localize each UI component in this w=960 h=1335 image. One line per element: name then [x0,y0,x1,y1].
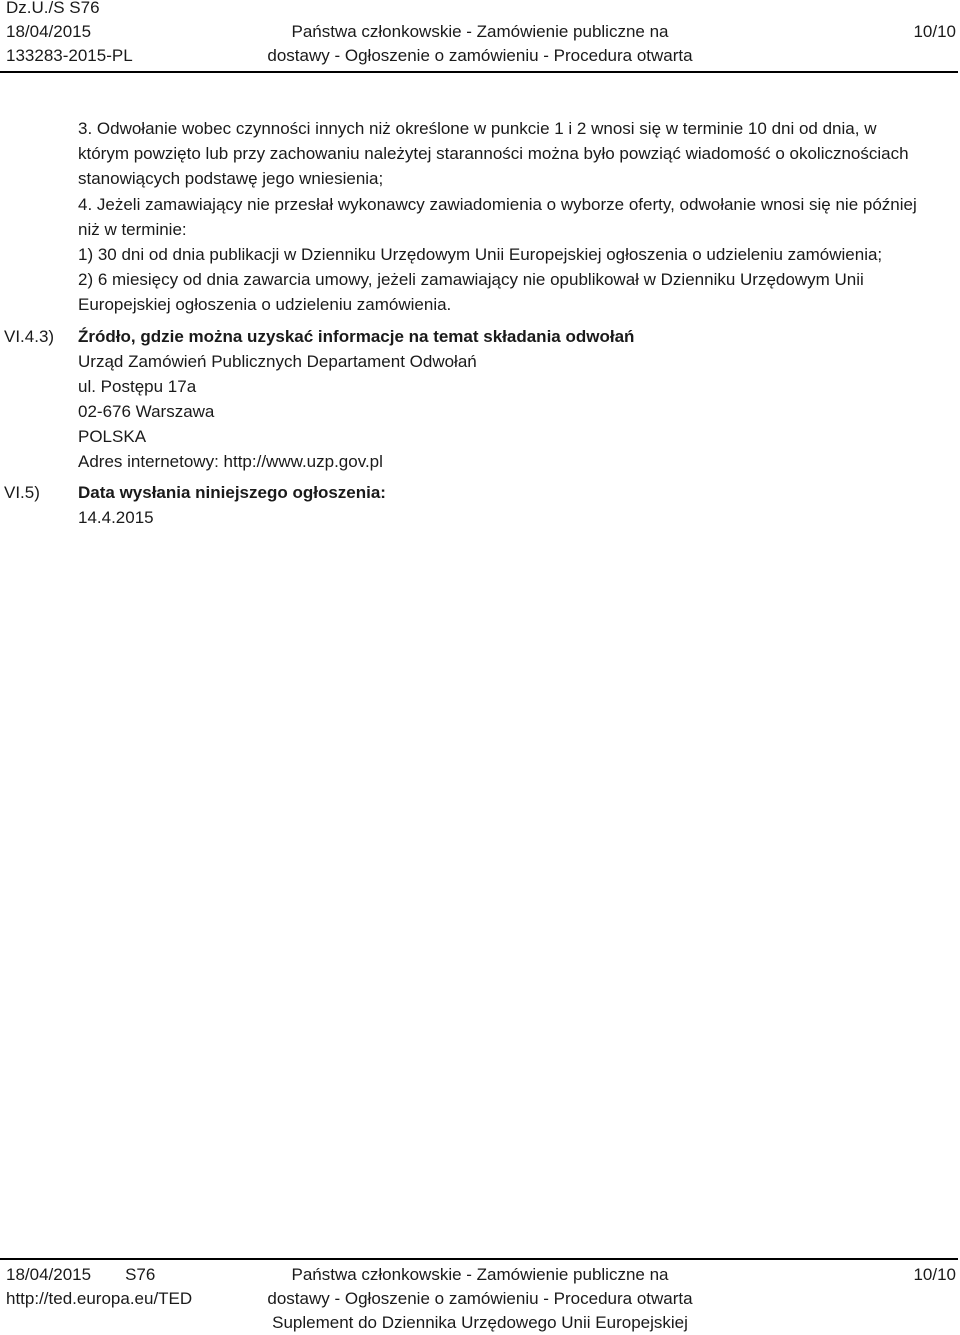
paragraph-4-line: 1) 30 dni od dnia publikacji w Dzienniku Urzędowym Unii Europejskiej ogłoszenia o udzieleniu zamówienia; [78,245,883,264]
web-address-link[interactable]: http://www.uzp.gov.pl [223,452,383,471]
footer-page-number: 10/10 [913,1265,956,1284]
page-footer [0,1258,960,1334]
notice-id: 133283-2015-PL [6,46,133,65]
header-page-number: 10/10 [913,22,956,41]
footer-url: http://ted.europa.eu/TED [6,1289,193,1308]
footer-divider [0,1258,958,1260]
paragraph-4 [78,192,956,317]
street-address: ul. Postępu 17a [78,377,197,396]
header-title [0,20,960,68]
footer-title-line3: Suplement do Dziennika Urzędowego Unii Europejskiej [272,1313,688,1332]
header-title-line1: Państwa członkowskie - Zamówienie publiczne na [291,22,669,41]
footer-title [0,1263,960,1335]
web-address-label: Adres internetowy: [78,452,219,471]
page-header [0,0,960,72]
web-address [78,449,956,474]
organisation-name: Urząd Zamówień Publicznych Departament Odwołań [78,352,477,371]
paragraph-3-line: którym powzięto lub przy zachowaniu należytej staranności można było powziąć wiadomość o okolicznościach [78,144,909,163]
section-body [78,324,956,474]
paragraph-3 [78,116,956,191]
footer-title-line1: Państwa członkowskie - Zamówienie publiczne na [291,1265,669,1284]
paragraph-4-line: Europejskiej ogłoszenia o udzieleniu zamówienia. [78,295,452,314]
section-heading: Źródło, gdzie można uzyskać informacje na temat składania odwołań [78,327,635,346]
paragraph-4-line: 2) 6 miesięcy od dnia zawarcia umowy, jeżeli zamawiający nie opublikował w Dzienniku Urzędowym Unii [78,270,864,289]
footer-date: 18/04/2015 [6,1265,92,1284]
footer-title-line2: dostawy - Ogłoszenie o zamówieniu - Procedura otwarta [267,1289,693,1308]
header-title-line2: dostawy - Ogłoszenie o zamówieniu - Procedura otwarta [267,46,693,65]
section-number: VI.5) [4,483,40,502]
paragraph-4-line: 4. Jeżeli zamawiający nie przesłał wykonawcy zawiadomienia o wyborze oferty, odwołanie wnosi się nie później [78,195,917,214]
paragraph-3-line: stanowiących podstawę jego wniesienia; [78,169,384,188]
footer-series: S76 [125,1265,156,1284]
journal-reference: Dz.U./S S76 [6,0,100,17]
header-date: 18/04/2015 [6,22,92,41]
header-divider [0,71,958,73]
paragraph-4-line: niż w terminie: [78,220,187,239]
country: POLSKA [78,427,147,446]
paragraph-3-line: 3. Odwołanie wobec czynności innych niż określone w punkcie 1 i 2 wnosi się w terminie 10 dni od dnia, w [78,119,877,138]
postal-city: 02-676 Warszawa [78,402,215,421]
section-heading: Data wysłania niniejszego ogłoszenia: [78,483,386,502]
section-number: VI.4.3) [4,327,55,346]
dispatch-date: 14.4.2015 [78,508,154,527]
section-body [78,480,956,530]
